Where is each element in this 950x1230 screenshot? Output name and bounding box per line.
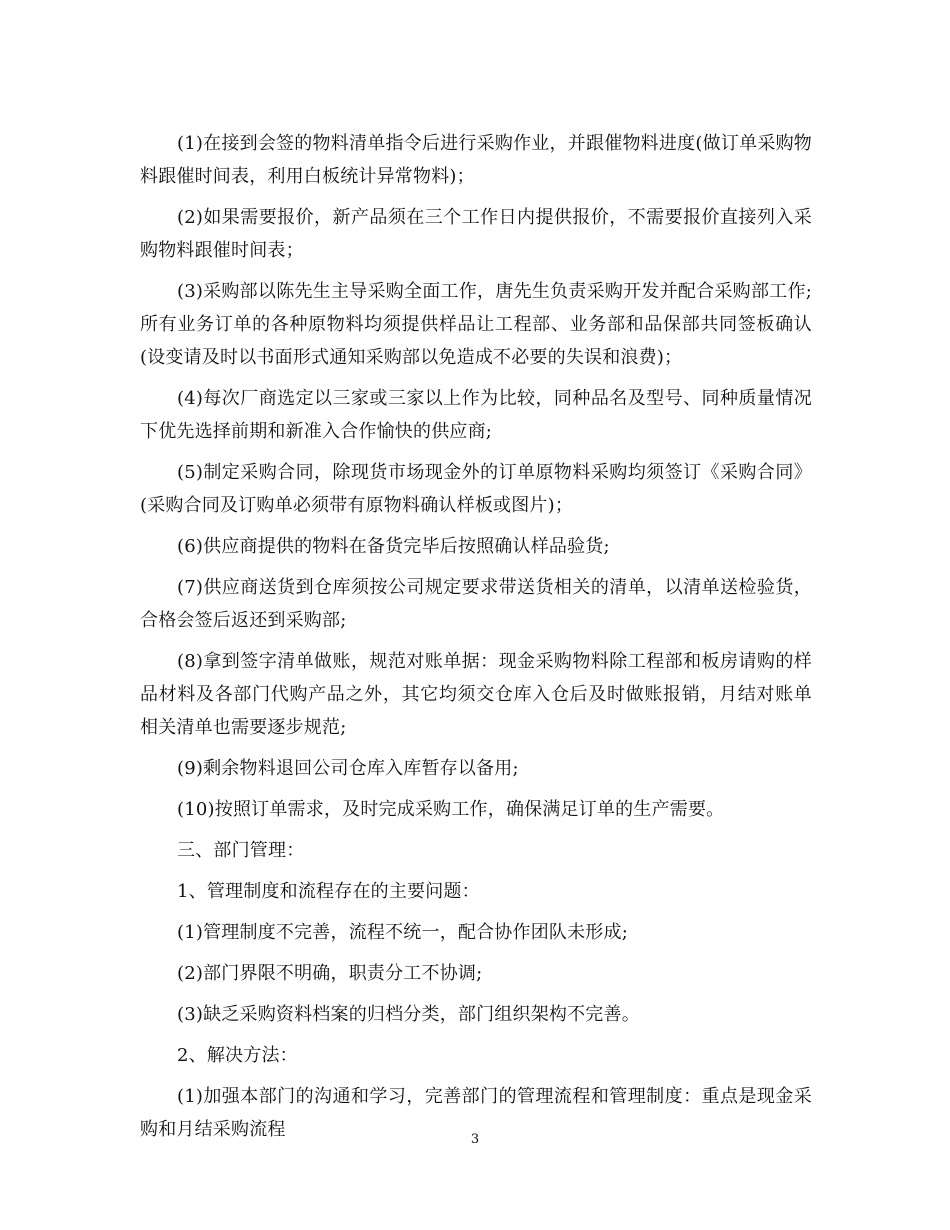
paragraph-9: (9)剩余物料退回公司仓库入库暂存以备用; xyxy=(177,758,519,779)
problem-item-3: (3)缺乏采购资料档案的归档分类，部门组织架构不完善。 xyxy=(177,1004,640,1025)
paragraph-3: (3)采购部以陈先生主导采购全面工作，唐先生负责采购开发并配合采购部工作;所有业务订单的各种原物料均须提供样品让工程部、业务部和品保部共同签板确认(设变请及时以书面形式通知采购部以免造成不必要的失误和浪费)； xyxy=(140,281,812,368)
page-number: 3 xyxy=(470,1132,480,1147)
paragraph-8: (8)拿到签字清单做账，规范对账单据：现金采购物料除工程部和板房请购的样品材料及各部门代购产品之外，其它均须交仓库入仓后及时做账报销，月结对账单相关清单也需要逐步规范; xyxy=(140,651,812,738)
paragraph-7: (7)供应商送货到仓库须按公司规定要求带送货相关的清单，以清单送检验货，合格会签后返还到采购部; xyxy=(140,577,812,631)
paragraph-2: (2)如果需要报价，新产品须在三个工作日内提供报价，不需要报价直接列入采购物料跟催时间表； xyxy=(140,207,812,261)
paragraph-1: (1)在接到会签的物料清单指令后进行采购作业，并跟催物料进度(做订单采购物料跟催时间表，利用白板统计异常物料)； xyxy=(140,133,812,187)
paragraph-4: (4)每次厂商选定以三家或三家以上作为比较，同种品名及型号、同种质量情况下优先选择前期和新准入合作愉快的供应商; xyxy=(140,388,812,442)
paragraph-5: (5)制定采购合同，除现货市场现金外的订单原物料采购均须签订《采购合同》(采购合同及订购单必须带有原物料确认样板或图片)； xyxy=(140,462,812,516)
document-body xyxy=(140,127,812,1154)
problem-item-2: (2)部门界限不明确，职责分工不协调; xyxy=(177,963,483,984)
paragraph-10: (10)按照订单需求，及时完成采购工作，确保满足订单的生产需要。 xyxy=(177,799,725,820)
subheading-solutions: 2、解决方法： xyxy=(177,1045,298,1066)
paragraph-6: (6)供应商提供的物料在备货完毕后按照确认样品验货; xyxy=(177,536,610,557)
subheading-main-problems: 1、管理制度和流程存在的主要问题： xyxy=(177,881,480,902)
section-heading-department-management: 三、部门管理： xyxy=(177,840,305,861)
solution-item-1: (1)加强本部门的沟通和学习，完善部门的管理流程和管理制度：重点是现金采购和月结采购流程 xyxy=(140,1086,812,1140)
problem-item-1: (1)管理制度不完善，流程不统一，配合协作团队未形成; xyxy=(177,922,628,943)
